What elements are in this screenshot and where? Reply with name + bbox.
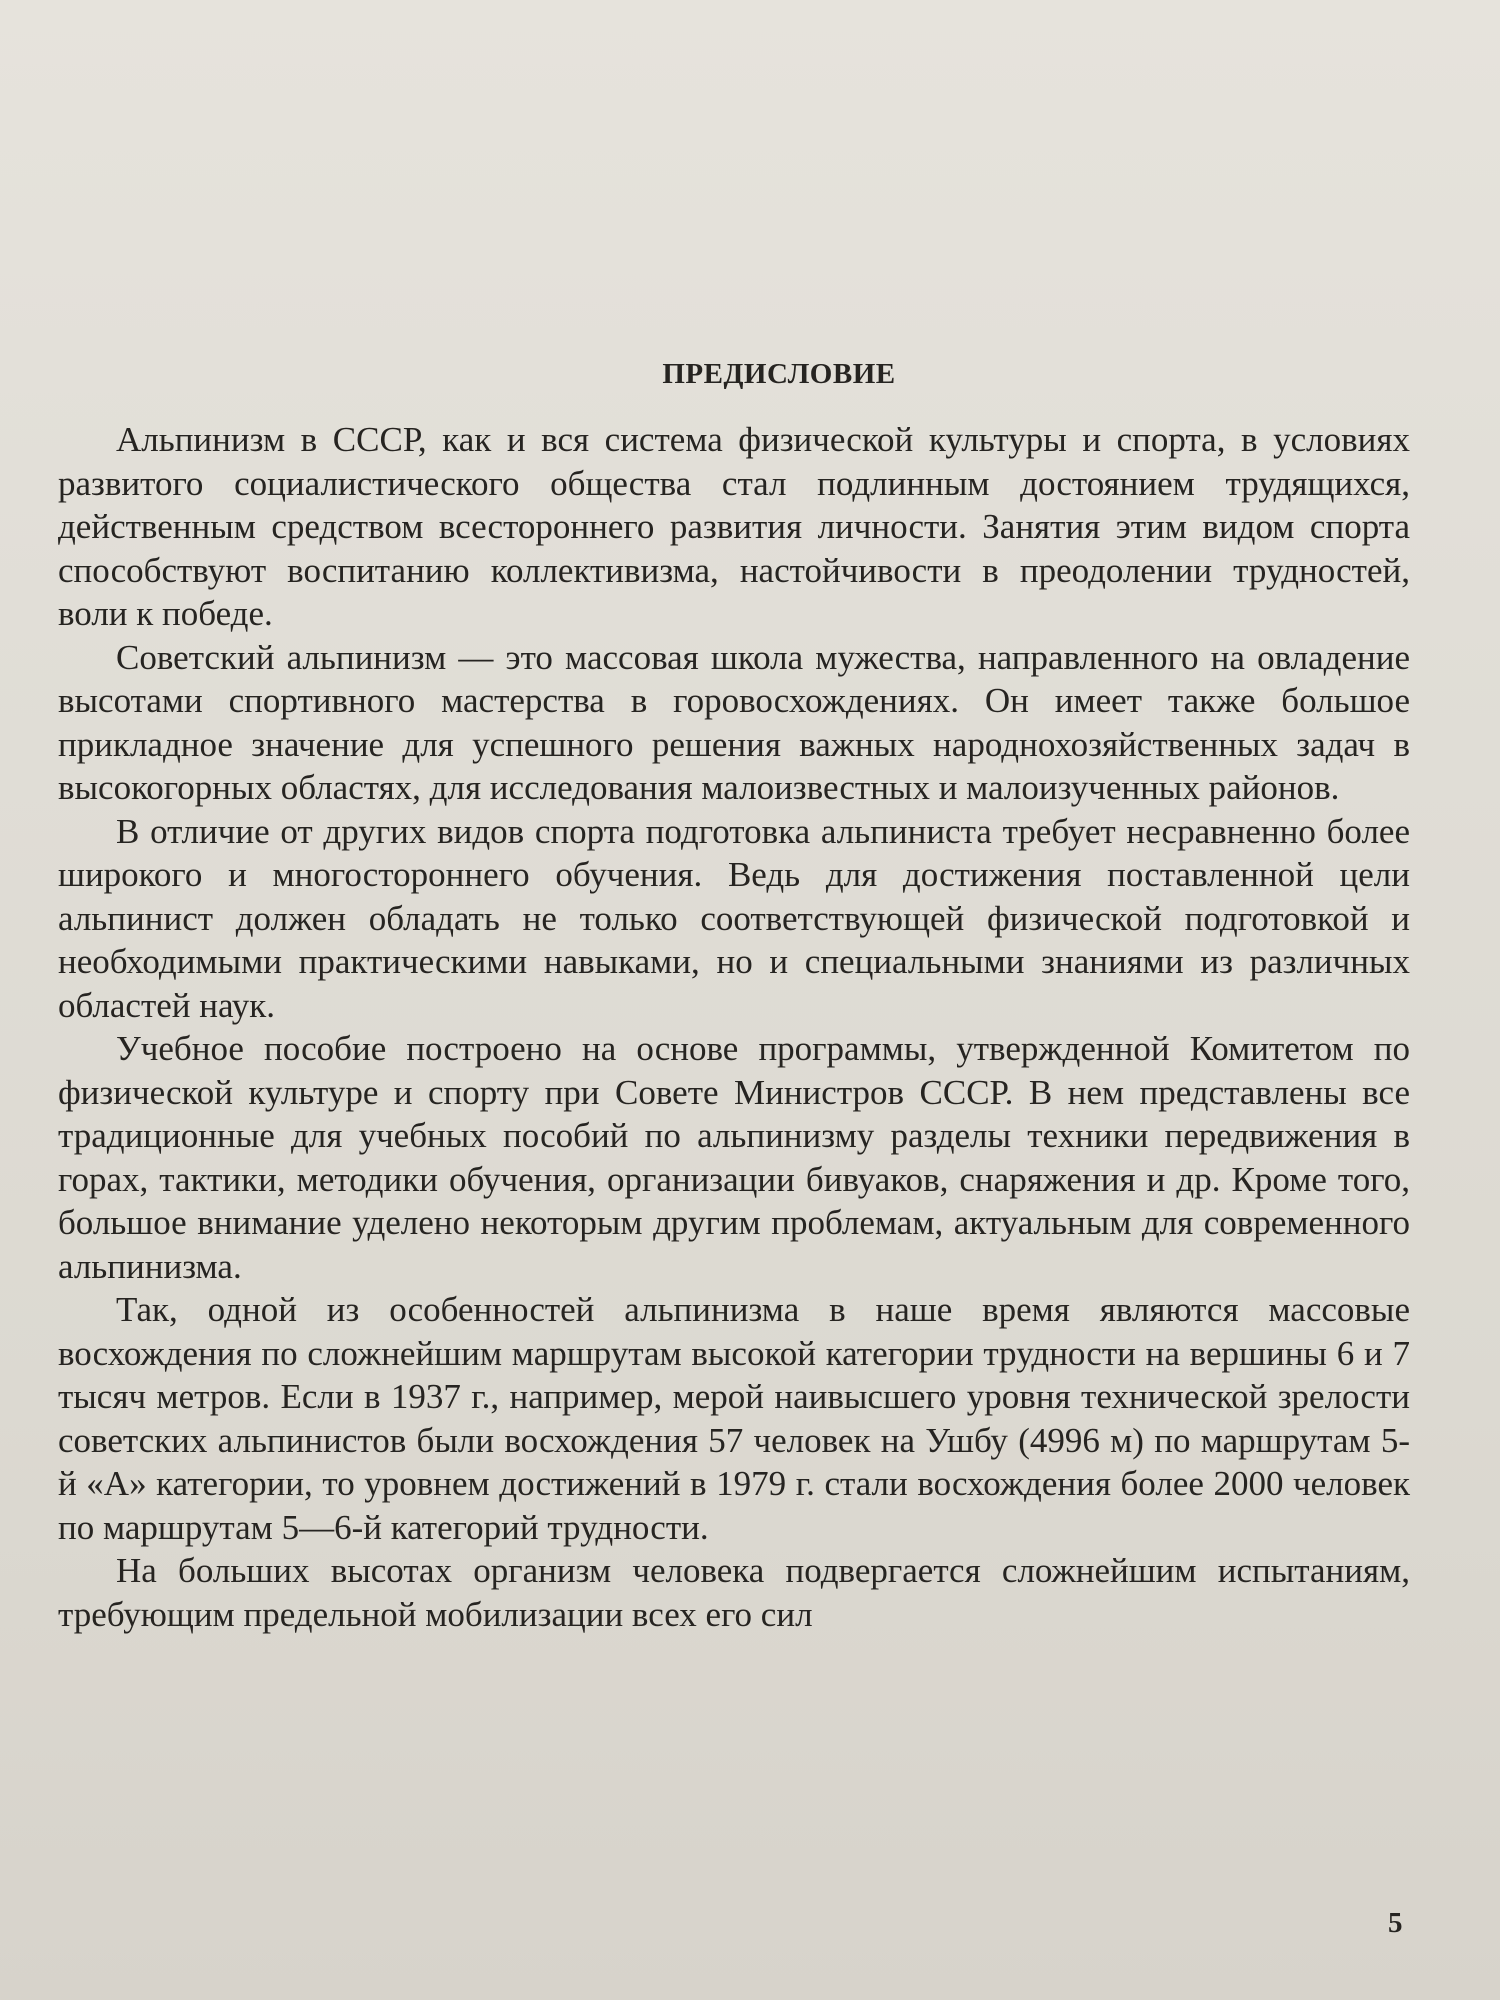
paragraph-6: На больших высотах организм человека подвергается сложнейшим испытаниям, требующим предельной мобилизации всех его сил	[58, 1551, 1410, 1634]
paragraph-4: Учебное пособие построено на основе программы, утвержденной Комитетом по физической культуре и спорту при Совете Министров СССР. В нем представлены все традиционные для учебных пособий по альпинизму разделы техники передвижения в горах, тактики, методики обучения, организации бивуаков, снаряжения и др. Кроме того, большое внимание уделено некоторым другим проблемам, актуальным для современного альпинизма.	[58, 1029, 1410, 1286]
paragraph-2: Советский альпинизм — это массовая школа мужества, направленного на овладение высотами спортивного мастерства в горовосхождениях. Он имеет также большое прикладное значение для успешного решения важных народнохозяйственных задач в высокогорных областях, для исследования малоизвестных и малоизученных районов.	[58, 637, 1410, 807]
paragraph-3: В отличие от других видов спорта подготовка альпиниста требует несравненно более широкого и многостороннего обучения. Ведь для достижения поставленной цели альпинист должен обладать не только соответствующей физической подготовкой и необходимыми практическими навыками, но и специальными знаниями из различных областей наук.	[58, 811, 1410, 1025]
page-number: 5	[1388, 1907, 1403, 1939]
paragraph-5: Так, одной из особенностей альпинизма в наше время являются массовые восхождения по сложнейшим маршрутам высокой категории трудности на вершины 6 и 7 тысяч метров. Если в 1937 г., например, мерой наивысшего уровня технической зрелости советских альпинистов были восхождения 57 человек на Ушбу (4996 м) по маршрутам 5-й «А» категории, то уровнем достижений в 1979 г. стали восхождения более 2000 человек по маршрутам 5—6-й категорий трудности.	[58, 1290, 1410, 1547]
page-title: ПРЕДИСЛОВИЕ	[662, 358, 896, 390]
paragraph-1: Альпинизм в СССР, как и вся система физической культуры и спорта, в условиях развитого социалистического общества стал подлинным достоянием трудящихся, действенным средством всестороннего развития личности. Занятия этим видом спорта способствуют воспитанию коллективизма, настойчивости в преодолении трудностей, воли к победе.	[58, 420, 1410, 633]
text-block	[58, 354, 1410, 1636]
